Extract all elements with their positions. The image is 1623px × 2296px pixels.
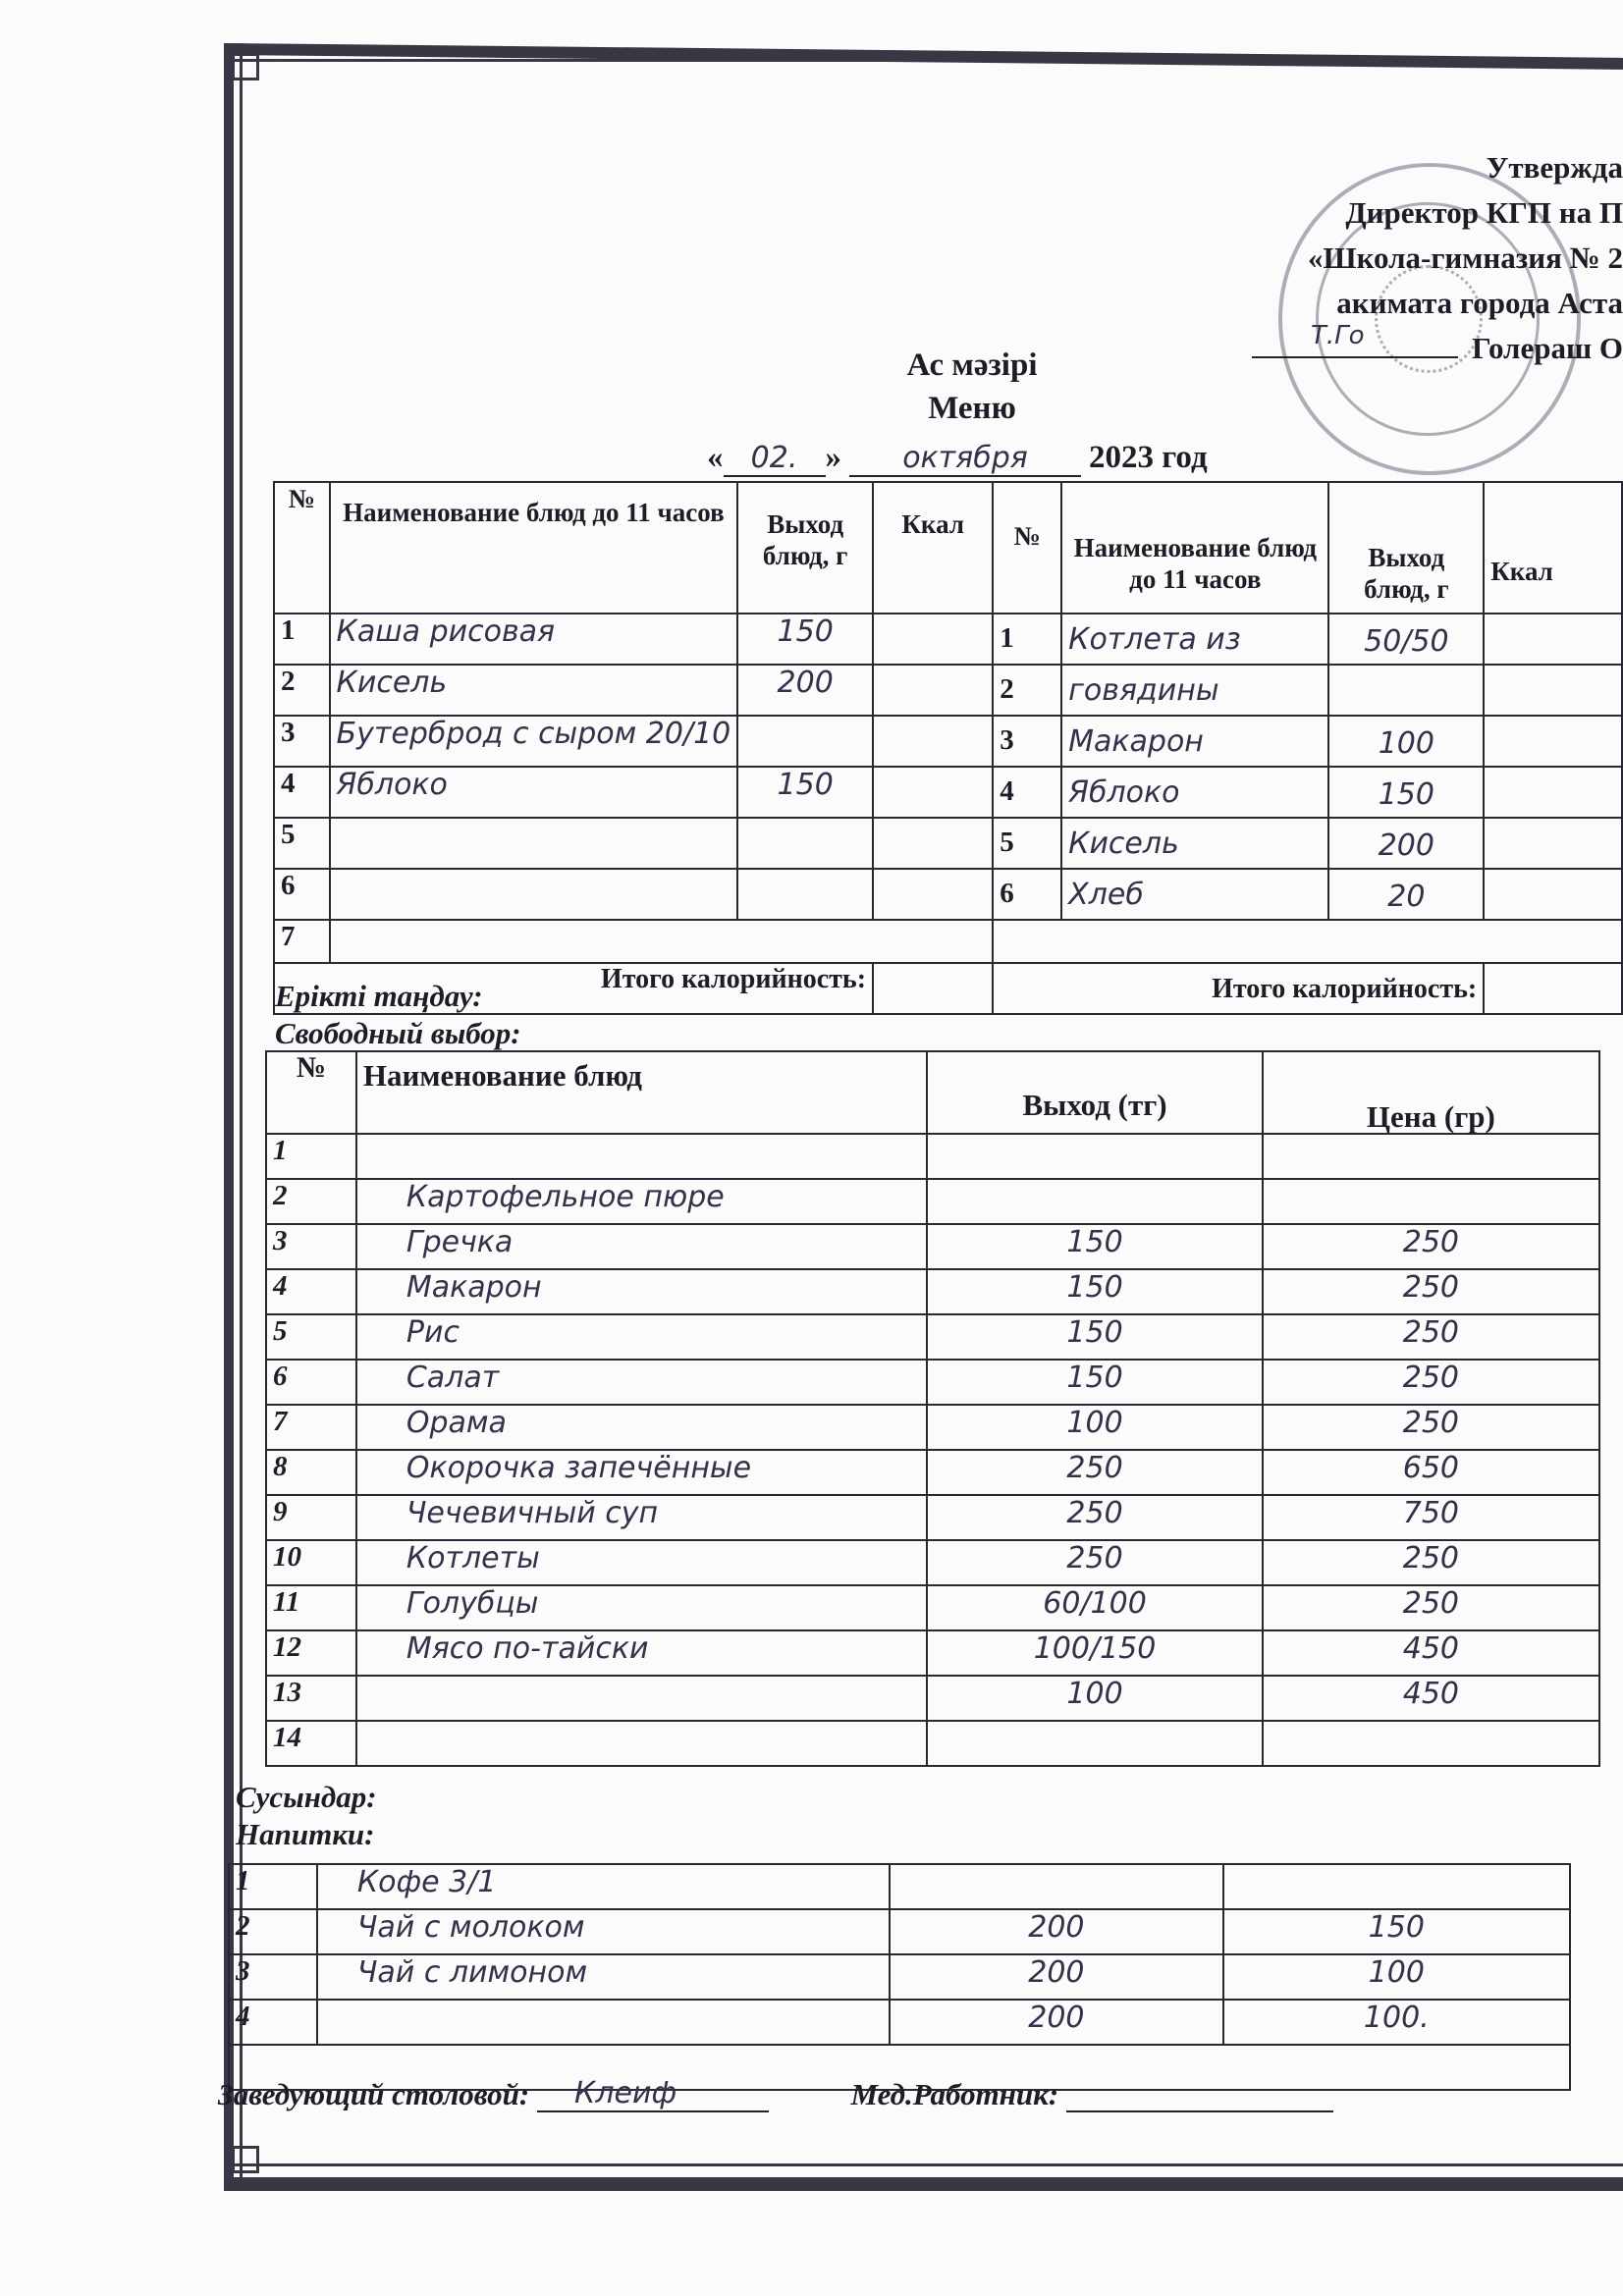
total-label-left: Итого калорийность: bbox=[274, 963, 873, 1014]
table-row bbox=[266, 1269, 1599, 1314]
row-number: 4 bbox=[993, 767, 1061, 818]
row-number: 2 bbox=[274, 665, 330, 716]
col-output: Выход блюд, г bbox=[1328, 482, 1484, 614]
dish-output: 150 bbox=[927, 1269, 1262, 1314]
dish-price: 250 bbox=[1263, 1269, 1599, 1314]
row-number: 5 bbox=[993, 818, 1061, 869]
row-number: 3 bbox=[274, 716, 330, 767]
drink-output bbox=[890, 1864, 1222, 1909]
dish-kcal bbox=[1484, 716, 1622, 767]
row-empty bbox=[993, 920, 1622, 963]
dish-price: 250 bbox=[1263, 1314, 1599, 1360]
dish-name bbox=[356, 1721, 927, 1766]
dish-price: 650 bbox=[1263, 1450, 1599, 1495]
menu-row bbox=[274, 614, 1622, 665]
menu-row bbox=[274, 767, 1622, 818]
row-number: 9 bbox=[266, 1495, 356, 1540]
menu-row bbox=[274, 869, 1622, 920]
row-number: 6 bbox=[993, 869, 1061, 920]
dish-name: Котлеты bbox=[356, 1540, 927, 1585]
dish-output: 150 bbox=[737, 767, 873, 818]
dish-name: Бутерброд с сыром 20/10 bbox=[330, 716, 738, 767]
dish-price: 750 bbox=[1263, 1495, 1599, 1540]
date-month: октября bbox=[849, 441, 1081, 477]
dish-output: 250 bbox=[927, 1540, 1262, 1585]
dish-output: 150 bbox=[927, 1314, 1262, 1360]
col-name: Наименование блюд bbox=[356, 1051, 927, 1134]
drink-price: 100. bbox=[1223, 2000, 1570, 2045]
row-number: 6 bbox=[274, 869, 330, 920]
row-number: 10 bbox=[266, 1540, 356, 1585]
table-row bbox=[266, 1224, 1599, 1269]
dish-output bbox=[1328, 665, 1484, 716]
dish-name: Мясо по-тайски bbox=[356, 1630, 927, 1676]
dish-name bbox=[330, 869, 738, 920]
dish-name: Котлета из bbox=[1061, 614, 1328, 665]
page-title bbox=[844, 344, 1100, 430]
row-number: 7 bbox=[274, 920, 330, 963]
head-canteen-signature: Клеиф bbox=[574, 2076, 677, 2110]
row-number: 11 bbox=[266, 1585, 356, 1630]
menu-row bbox=[274, 665, 1622, 716]
row-number: 1 bbox=[993, 614, 1061, 665]
row-number: 3 bbox=[229, 1954, 317, 2000]
dish-name: Каша рисовая bbox=[330, 614, 738, 665]
menu-row bbox=[274, 920, 1622, 963]
row-number: 5 bbox=[274, 818, 330, 869]
drink-output: 200 bbox=[890, 1954, 1222, 2000]
dish-price: 250 bbox=[1263, 1224, 1599, 1269]
dish-output: 20 bbox=[1328, 869, 1484, 920]
drink-price: 100 bbox=[1223, 1954, 1570, 2000]
dish-name: Яблоко bbox=[1061, 767, 1328, 818]
table-row bbox=[229, 1864, 1570, 1909]
dish-name: Чечевичный суп bbox=[356, 1495, 927, 1540]
drink-output: 200 bbox=[890, 2000, 1222, 2045]
col-output: Выход (тг) bbox=[927, 1051, 1262, 1134]
table-row bbox=[266, 1585, 1599, 1630]
dish-name bbox=[356, 1134, 927, 1179]
dish-kcal bbox=[873, 665, 993, 716]
col-price: Цена (гр) bbox=[1263, 1051, 1599, 1134]
dish-output: 100 bbox=[927, 1676, 1262, 1721]
table-row bbox=[229, 1909, 1570, 1954]
dish-name: Кисель bbox=[330, 665, 738, 716]
dish-output: 200 bbox=[1328, 818, 1484, 869]
drinks-table bbox=[228, 1863, 1571, 2091]
dish-price: 450 bbox=[1263, 1630, 1599, 1676]
table-row bbox=[266, 1450, 1599, 1495]
dish-price: 450 bbox=[1263, 1676, 1599, 1721]
table-row bbox=[266, 1360, 1599, 1405]
row-number: 1 bbox=[274, 614, 330, 665]
row-number: 2 bbox=[993, 665, 1061, 716]
frame-left-inner-border bbox=[240, 43, 243, 2183]
dish-kcal bbox=[873, 869, 993, 920]
dish-output: 250 bbox=[927, 1495, 1262, 1540]
row-number: 1 bbox=[229, 1864, 317, 1909]
row-empty bbox=[330, 920, 994, 963]
dish-kcal bbox=[873, 716, 993, 767]
dish-output: 150 bbox=[927, 1360, 1262, 1405]
free-choice-table bbox=[265, 1050, 1600, 1767]
row-number: 5 bbox=[266, 1314, 356, 1360]
approval-line: акимата города Аста bbox=[1336, 286, 1623, 320]
free-choice-title-kz: Ерікті таңдау: bbox=[275, 979, 483, 1013]
dish-kcal bbox=[873, 767, 993, 818]
drink-name: Чай с лимоном bbox=[317, 1954, 890, 2000]
dish-output: 50/50 bbox=[1328, 614, 1484, 665]
dish-output: 150 bbox=[737, 614, 873, 665]
med-worker-label: Мед.Работник: bbox=[850, 2077, 1059, 2111]
dish-price: 250 bbox=[1263, 1360, 1599, 1405]
dish-price: 250 bbox=[1263, 1405, 1599, 1450]
table-row bbox=[266, 1405, 1599, 1450]
row-number: 8 bbox=[266, 1450, 356, 1495]
row-number: 2 bbox=[266, 1179, 356, 1224]
dish-kcal bbox=[1484, 767, 1622, 818]
table-row bbox=[266, 1676, 1599, 1721]
col-output: Выход блюд, г bbox=[737, 482, 873, 614]
dish-kcal bbox=[873, 818, 993, 869]
table-row bbox=[266, 1630, 1599, 1676]
dish-output bbox=[927, 1721, 1262, 1766]
row-number: 7 bbox=[266, 1405, 356, 1450]
dish-output: 60/100 bbox=[927, 1585, 1262, 1630]
menu-row bbox=[274, 716, 1622, 767]
quote-open: « bbox=[707, 440, 724, 475]
row-number: 4 bbox=[274, 767, 330, 818]
table-row bbox=[266, 1495, 1599, 1540]
title-kazakh: Ас мәзірі bbox=[906, 347, 1038, 383]
dish-output: 100/150 bbox=[927, 1630, 1262, 1676]
row-number: 1 bbox=[266, 1134, 356, 1179]
approval-signature-row bbox=[1132, 321, 1623, 371]
drink-output: 200 bbox=[890, 1909, 1222, 1954]
dish-name: Картофельное пюре bbox=[356, 1179, 927, 1224]
row-number: 2 bbox=[229, 1909, 317, 1954]
table-row bbox=[266, 1179, 1599, 1224]
head-canteen-signature-line bbox=[537, 2076, 769, 2112]
table-row bbox=[229, 1954, 1570, 2000]
dish-name bbox=[356, 1676, 927, 1721]
drinks-title-ru: Напитки: bbox=[236, 1817, 375, 1851]
dish-output: 100 bbox=[1328, 716, 1484, 767]
title-russian: Меню bbox=[928, 391, 1016, 426]
frame-bottom-border bbox=[224, 2177, 1623, 2191]
approval-line: Утвержда bbox=[1486, 150, 1623, 185]
dish-output: 150 bbox=[1328, 767, 1484, 818]
row-number: 4 bbox=[266, 1269, 356, 1314]
approval-line: Голераш О bbox=[1471, 331, 1623, 365]
dish-output bbox=[737, 869, 873, 920]
dish-kcal bbox=[1484, 614, 1622, 665]
dish-name: Салат bbox=[356, 1360, 927, 1405]
menu-row bbox=[274, 818, 1622, 869]
dish-output bbox=[927, 1134, 1262, 1179]
approval-block bbox=[1132, 145, 1623, 371]
total-value-right bbox=[1484, 963, 1622, 1014]
dish-name: Орама bbox=[356, 1405, 927, 1450]
dish-name: Макарон bbox=[356, 1269, 927, 1314]
drinks-heading bbox=[236, 1779, 377, 1853]
row-number: 6 bbox=[266, 1360, 356, 1405]
col-name: Наименование блюд до 11 часов bbox=[330, 482, 738, 614]
free-choice-heading bbox=[275, 978, 521, 1052]
dish-kcal bbox=[873, 614, 993, 665]
dish-name bbox=[330, 818, 738, 869]
table-row bbox=[266, 1314, 1599, 1360]
dish-name: Яблоко bbox=[330, 767, 738, 818]
menu-table bbox=[273, 481, 1623, 1015]
drinks-title-kz: Сусындар: bbox=[236, 1780, 377, 1814]
table-row bbox=[229, 2000, 1570, 2045]
signature-text: Т.Го bbox=[1310, 321, 1365, 350]
drink-name: Кофе 3/1 bbox=[317, 1864, 890, 1909]
dish-output bbox=[737, 716, 873, 767]
drink-price bbox=[1223, 1864, 1570, 1909]
dish-price bbox=[1263, 1179, 1599, 1224]
menu-date bbox=[707, 440, 1257, 477]
approval-line: Директор КГП на П bbox=[1345, 195, 1623, 230]
col-kcal: Ккал bbox=[1484, 482, 1622, 614]
table-row bbox=[266, 1540, 1599, 1585]
menu-table-header bbox=[274, 482, 1622, 614]
frame-top-border bbox=[232, 43, 1623, 70]
drink-price: 150 bbox=[1223, 1909, 1570, 1954]
dish-price bbox=[1263, 1721, 1599, 1766]
date-day: 02. bbox=[724, 441, 826, 477]
med-worker-signature-line bbox=[1066, 2081, 1333, 2112]
director-signature bbox=[1252, 321, 1458, 358]
dish-name: Кисель bbox=[1061, 818, 1328, 869]
col-num: № bbox=[266, 1051, 356, 1134]
table-row bbox=[266, 1134, 1599, 1179]
dish-kcal bbox=[1484, 665, 1622, 716]
approval-line: «Школа-гимназия № 2 bbox=[1308, 240, 1623, 275]
dish-kcal bbox=[1484, 869, 1622, 920]
total-label-right: Итого калорийность: bbox=[993, 963, 1484, 1014]
dish-price: 250 bbox=[1263, 1540, 1599, 1585]
row-number: 3 bbox=[993, 716, 1061, 767]
drink-name: Чай с молоком bbox=[317, 1909, 890, 1954]
dish-name: Окорочка запечённые bbox=[356, 1450, 927, 1495]
dish-output: 100 bbox=[927, 1405, 1262, 1450]
dish-output bbox=[737, 818, 873, 869]
quote-close: » bbox=[825, 440, 841, 475]
dish-name: Гречка bbox=[356, 1224, 927, 1269]
dish-price bbox=[1263, 1134, 1599, 1179]
dish-price: 250 bbox=[1263, 1585, 1599, 1630]
table-row bbox=[266, 1721, 1599, 1766]
dish-output: 250 bbox=[927, 1450, 1262, 1495]
frame-top-inner-border bbox=[232, 59, 1623, 62]
frame-bottom-inner-border bbox=[224, 2163, 1623, 2166]
col-name: Наименование блюд до 11 часов bbox=[1061, 482, 1328, 614]
dish-name: Макарон bbox=[1061, 716, 1328, 767]
footer-signatures bbox=[218, 2077, 1333, 2112]
dish-output bbox=[927, 1179, 1262, 1224]
total-value-left bbox=[873, 963, 993, 1014]
frame-corner-ornament bbox=[232, 53, 259, 80]
frame-corner-ornament bbox=[232, 2146, 259, 2173]
col-kcal: Ккал bbox=[873, 482, 993, 614]
col-num: № bbox=[274, 482, 330, 614]
row-number: 4 bbox=[229, 2000, 317, 2045]
row-number: 12 bbox=[266, 1630, 356, 1676]
date-year: 2023 год bbox=[1089, 440, 1208, 475]
col-num: № bbox=[993, 482, 1061, 614]
dish-output: 200 bbox=[737, 665, 873, 716]
drink-name bbox=[317, 2000, 890, 2045]
frame-left-border bbox=[224, 43, 234, 2183]
dish-output: 150 bbox=[927, 1224, 1262, 1269]
dish-name: Голубцы bbox=[356, 1585, 927, 1630]
free-choice-title-ru: Свободный выбор: bbox=[275, 1016, 521, 1050]
row-number: 3 bbox=[266, 1224, 356, 1269]
dish-name: говядины bbox=[1061, 665, 1328, 716]
dish-name: Хлеб bbox=[1061, 869, 1328, 920]
row-number: 13 bbox=[266, 1676, 356, 1721]
row-number: 14 bbox=[266, 1721, 356, 1766]
head-canteen-label: Заведующий столовой: bbox=[218, 2077, 530, 2111]
free-choice-header bbox=[266, 1051, 1599, 1134]
dish-name: Рис bbox=[356, 1314, 927, 1360]
dish-kcal bbox=[1484, 818, 1622, 869]
